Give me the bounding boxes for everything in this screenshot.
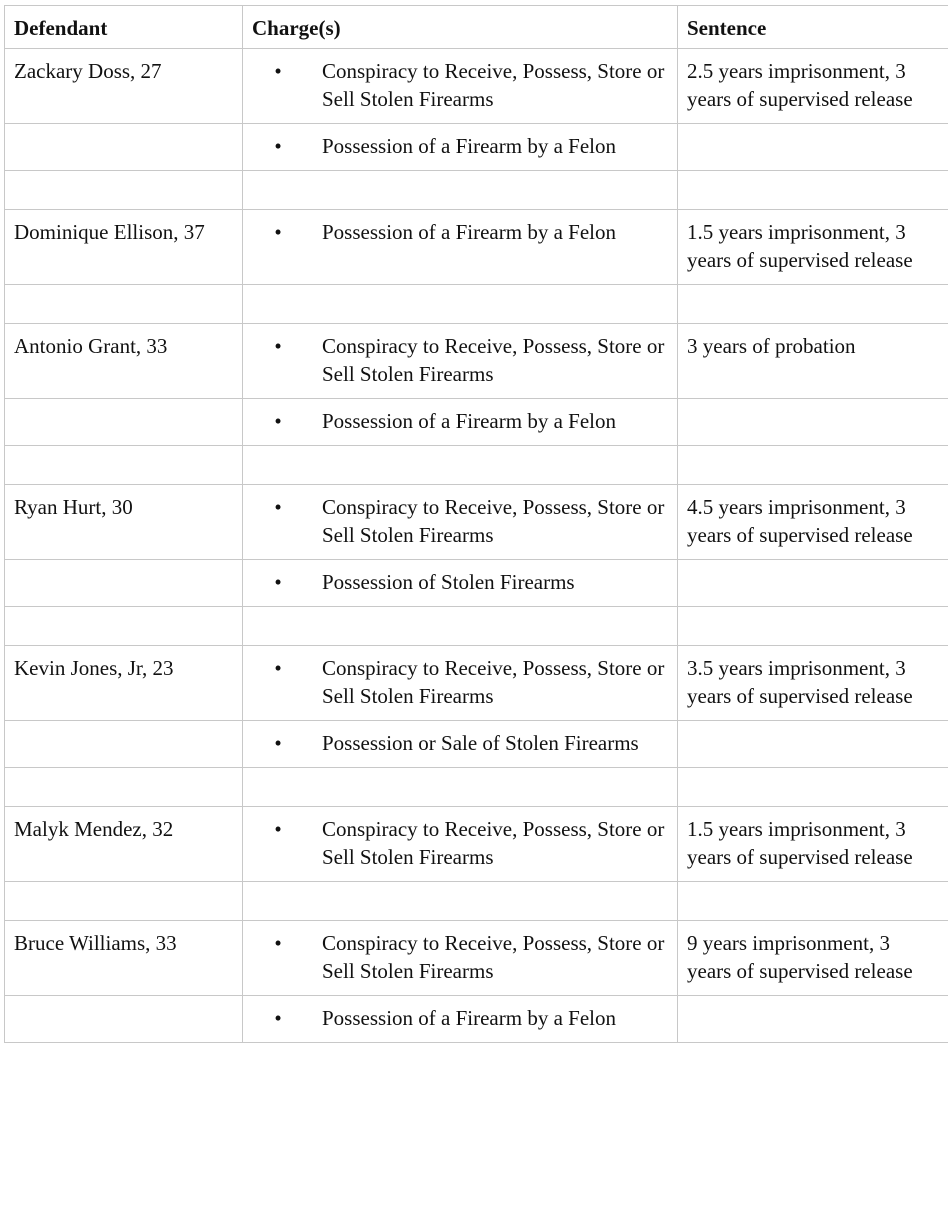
table-row xyxy=(5,124,948,171)
table-row xyxy=(5,210,948,285)
defendant-cell: Dominique Ellison, 37 xyxy=(5,210,243,285)
charge-text: Conspiracy to Receive, Possess, Store or Sell Stolen Firearms xyxy=(322,59,665,111)
table-row xyxy=(5,996,948,1043)
spacer-row xyxy=(5,768,948,807)
charge-cell xyxy=(243,721,678,768)
empty-cell xyxy=(243,446,678,485)
defendant-cell: Malyk Mendez, 32 xyxy=(5,807,243,882)
charge-cell xyxy=(243,921,678,996)
empty-cell xyxy=(5,882,243,921)
sentence-cell: 1.5 years imprisonment, 3 years of supervised release xyxy=(678,210,948,285)
sentence-cell xyxy=(678,399,948,446)
empty-cell xyxy=(243,607,678,646)
charge-text: Conspiracy to Receive, Possess, Store or Sell Stolen Firearms xyxy=(322,656,665,708)
charge-text: Possession or Sale of Stolen Firearms xyxy=(322,731,639,755)
spacer-row xyxy=(5,607,948,646)
empty-cell xyxy=(243,768,678,807)
sentencing-table-container xyxy=(4,5,948,1043)
table-row xyxy=(5,560,948,607)
header-defendant: Defendant xyxy=(5,6,243,49)
bullet-icon: • xyxy=(274,656,282,680)
sentence-cell xyxy=(678,721,948,768)
empty-cell xyxy=(678,768,948,807)
defendant-cell xyxy=(5,721,243,768)
sentence-cell xyxy=(678,560,948,607)
bullet-icon: • xyxy=(274,59,282,83)
spacer-row xyxy=(5,171,948,210)
bullet-icon: • xyxy=(274,1006,282,1030)
charge-text: Conspiracy to Receive, Possess, Store or Sell Stolen Firearms xyxy=(322,495,665,547)
header-sentence: Sentence xyxy=(678,6,948,49)
bullet-icon: • xyxy=(274,570,282,594)
empty-cell xyxy=(5,171,243,210)
sentence-cell xyxy=(678,996,948,1043)
charge-text: Possession of a Firearm by a Felon xyxy=(322,134,616,158)
table-row xyxy=(5,921,948,996)
empty-cell xyxy=(243,882,678,921)
charge-text: Conspiracy to Receive, Possess, Store or Sell Stolen Firearms xyxy=(322,334,665,386)
charge-cell xyxy=(243,560,678,607)
defendant-cell xyxy=(5,124,243,171)
charge-text: Conspiracy to Receive, Possess, Store or Sell Stolen Firearms xyxy=(322,817,665,869)
sentence-cell: 1.5 years imprisonment, 3 years of supervised release xyxy=(678,807,948,882)
charge-cell xyxy=(243,646,678,721)
empty-cell xyxy=(5,285,243,324)
empty-cell xyxy=(678,446,948,485)
bullet-icon: • xyxy=(274,817,282,841)
charge-text: Conspiracy to Receive, Possess, Store or Sell Stolen Firearms xyxy=(322,931,665,983)
spacer-row xyxy=(5,882,948,921)
charge-cell xyxy=(243,210,678,285)
empty-cell xyxy=(243,285,678,324)
charge-cell xyxy=(243,399,678,446)
table-row xyxy=(5,646,948,721)
table-row xyxy=(5,49,948,124)
defendant-cell: Bruce Williams, 33 xyxy=(5,921,243,996)
empty-cell xyxy=(5,768,243,807)
table-header-row xyxy=(5,6,948,49)
header-charges: Charge(s) xyxy=(243,6,678,49)
defendant-cell xyxy=(5,399,243,446)
table-row xyxy=(5,399,948,446)
spacer-row xyxy=(5,285,948,324)
charge-cell xyxy=(243,996,678,1043)
empty-cell xyxy=(678,171,948,210)
sentence-cell: 4.5 years imprisonment, 3 years of supervised release xyxy=(678,485,948,560)
table-row xyxy=(5,721,948,768)
bullet-icon: • xyxy=(274,134,282,158)
sentencing-table xyxy=(4,5,948,1043)
defendant-cell: Kevin Jones, Jr, 23 xyxy=(5,646,243,721)
bullet-icon: • xyxy=(274,931,282,955)
defendant-cell xyxy=(5,996,243,1043)
charge-text: Possession of a Firearm by a Felon xyxy=(322,1006,616,1030)
sentence-cell: 3 years of probation xyxy=(678,324,948,399)
empty-cell xyxy=(678,607,948,646)
empty-cell xyxy=(678,882,948,921)
charge-text: Possession of a Firearm by a Felon xyxy=(322,409,616,433)
empty-cell xyxy=(5,446,243,485)
charge-cell xyxy=(243,485,678,560)
defendant-cell: Zackary Doss, 27 xyxy=(5,49,243,124)
sentence-cell: 9 years imprisonment, 3 years of supervised release xyxy=(678,921,948,996)
charge-text: Possession of Stolen Firearms xyxy=(322,570,575,594)
bullet-icon: • xyxy=(274,731,282,755)
defendant-cell xyxy=(5,560,243,607)
table-row xyxy=(5,324,948,399)
defendant-cell: Antonio Grant, 33 xyxy=(5,324,243,399)
sentence-cell: 2.5 years imprisonment, 3 years of supervised release xyxy=(678,49,948,124)
empty-cell xyxy=(678,285,948,324)
spacer-row xyxy=(5,446,948,485)
bullet-icon: • xyxy=(274,334,282,358)
charge-cell xyxy=(243,124,678,171)
charge-cell xyxy=(243,49,678,124)
charge-cell xyxy=(243,324,678,399)
bullet-icon: • xyxy=(274,220,282,244)
bullet-icon: • xyxy=(274,495,282,519)
empty-cell xyxy=(5,607,243,646)
bullet-icon: • xyxy=(274,409,282,433)
sentence-cell: 3.5 years imprisonment, 3 years of supervised release xyxy=(678,646,948,721)
charge-text: Possession of a Firearm by a Felon xyxy=(322,220,616,244)
charge-cell xyxy=(243,807,678,882)
defendant-cell: Ryan Hurt, 30 xyxy=(5,485,243,560)
sentence-cell xyxy=(678,124,948,171)
empty-cell xyxy=(243,171,678,210)
table-row xyxy=(5,807,948,882)
table-row xyxy=(5,485,948,560)
